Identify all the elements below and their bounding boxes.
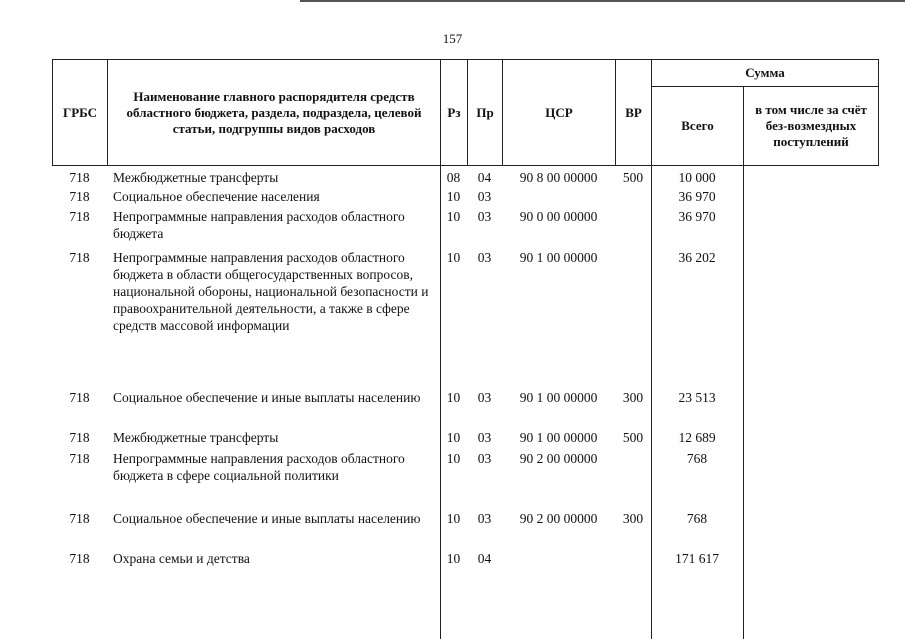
cell-rz: 10 (446, 451, 461, 466)
header-pr: Пр (467, 59, 503, 166)
cell-csr: 90 2 00 00000 (519, 511, 598, 526)
cell-name: Непрограммные направления расходов областного бюджета в области общегосударственных вопросов, национальной обороны, национальной безопасности и правоохранительной деятельности, а также в сфере средств массовой информации (113, 250, 429, 333)
header-rz: Рз (440, 59, 468, 166)
cell-total: 36 970 (678, 189, 716, 204)
cell-rz: 10 (446, 430, 461, 445)
cell-total: 36 202 (678, 250, 716, 265)
cell-name: Социальное обеспечение населения (113, 189, 320, 204)
cell-grbs: 718 (69, 551, 90, 566)
cell-total: 23 513 (678, 390, 716, 405)
cell-grbs: 718 (69, 250, 90, 265)
page-number: 157 (442, 31, 463, 46)
cell-csr: 90 0 00 00000 (519, 209, 598, 224)
cell-csr: 90 2 00 00000 (519, 451, 598, 466)
cell-rz: 10 (446, 250, 461, 265)
cell-pr: 03 (477, 390, 492, 405)
cell-pr: 03 (477, 250, 492, 265)
cell-name: Непрограммные направления расходов областного бюджета в сфере социальной политики (113, 451, 405, 483)
cell-total: 12 689 (678, 430, 716, 445)
header-total: Всего (651, 86, 744, 166)
cell-rz: 10 (446, 189, 461, 204)
cell-vr: 500 (622, 170, 644, 185)
header-gratis: в том числе за счёт без-возмездных поступлений (743, 86, 879, 166)
cell-total: 768 (686, 451, 708, 466)
cell-rz: 10 (446, 551, 461, 566)
cell-grbs: 718 (69, 430, 90, 445)
cell-total: 171 617 (675, 551, 719, 566)
cell-pr: 03 (477, 511, 492, 526)
cell-pr: 04 (477, 170, 492, 185)
cell-rz: 10 (446, 209, 461, 224)
cell-name: Социальное обеспечение и иные выплаты населению (113, 390, 421, 405)
cell-pr: 03 (477, 451, 492, 466)
cell-vr: 500 (622, 430, 644, 445)
cell-grbs: 718 (69, 451, 90, 466)
header-name: Наименование главного распорядителя средств областного бюджета, раздела, подраздела, целевой статьи, подгруппы видов расходов (107, 59, 441, 166)
cell-name: Социальное обеспечение и иные выплаты населению (113, 511, 421, 526)
cell-vr: 300 (622, 511, 644, 526)
cell-grbs: 718 (69, 189, 90, 204)
cell-total: 768 (686, 511, 708, 526)
top-rule (300, 0, 905, 2)
cell-rz: 10 (446, 511, 461, 526)
cell-grbs: 718 (69, 209, 90, 224)
cell-csr: 90 8 00 00000 (519, 170, 598, 185)
header-grbs: ГРБС (52, 59, 108, 166)
cell-pr: 03 (477, 430, 492, 445)
cell-vr: 300 (622, 390, 644, 405)
header-vr: ВР (615, 59, 652, 166)
cell-name: Охрана семьи и детства (113, 551, 250, 566)
cell-pr: 03 (477, 209, 492, 224)
budget-table (52, 59, 879, 639)
cell-csr: 90 1 00 00000 (519, 250, 598, 265)
cell-rz: 08 (446, 170, 461, 185)
header-csr: ЦСР (502, 59, 616, 166)
header-sum: Сумма (651, 59, 879, 87)
cell-name: Межбюджетные трансферты (113, 170, 279, 185)
cell-grbs: 718 (69, 511, 90, 526)
cell-name: Межбюджетные трансферты (113, 430, 279, 445)
cell-name: Непрограммные направления расходов областного бюджета (113, 209, 405, 241)
cell-pr: 04 (477, 551, 492, 566)
cell-grbs: 718 (69, 170, 90, 185)
cell-pr: 03 (477, 189, 492, 204)
cell-total: 36 970 (678, 209, 716, 224)
cell-total: 10 000 (678, 170, 716, 185)
cell-rz: 10 (446, 390, 461, 405)
column-divider (743, 165, 744, 639)
cell-csr: 90 1 00 00000 (519, 390, 598, 405)
cell-csr: 90 1 00 00000 (519, 430, 598, 445)
cell-grbs: 718 (69, 390, 90, 405)
